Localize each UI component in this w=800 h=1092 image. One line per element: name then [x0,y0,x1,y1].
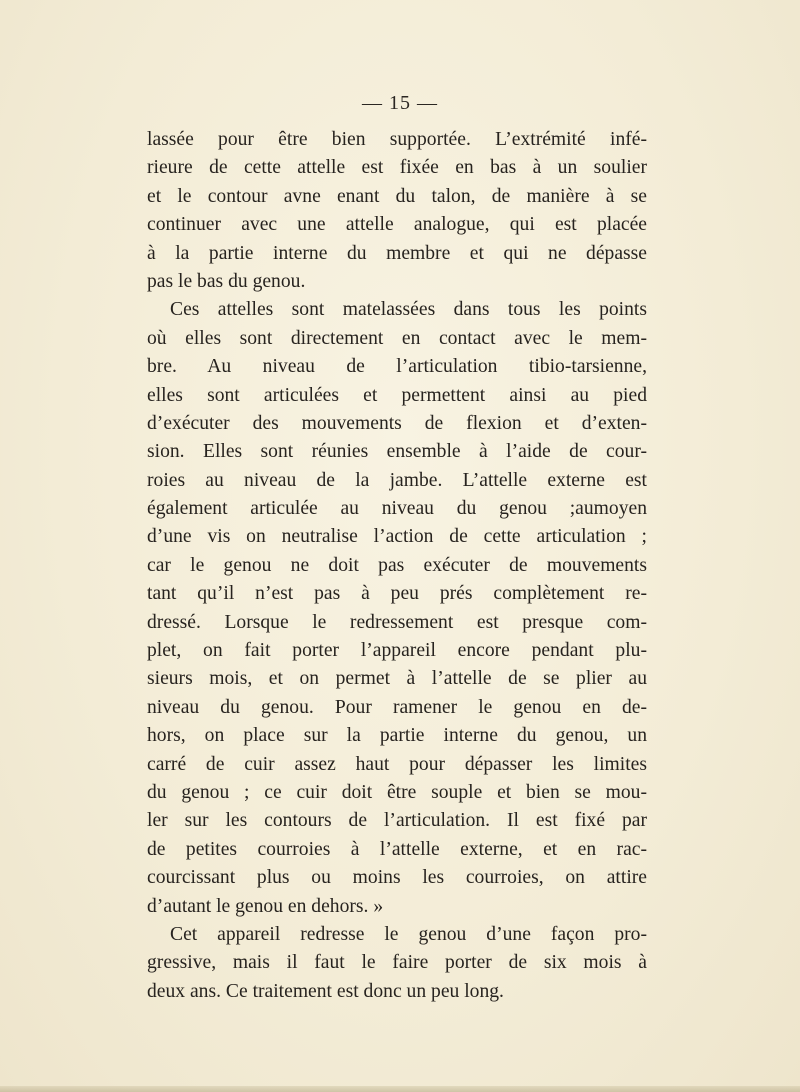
body-text [147,126,647,1006]
text-line: où elles sont directement en contact avec le mem- [147,327,647,349]
text-line: roies au niveau de la jambe. L’attelle externe est [147,469,647,491]
paragraph-start-line: Cet appareil redresse le genou d’une façon pro- [170,923,647,945]
text-line: bre. Au niveau de l’articulation tibio-tarsienne, [147,356,647,378]
text-line: également articulée au niveau du genou ;aumoyen [147,498,647,520]
text-line: d’autant le genou en dehors. » [147,895,384,917]
text-line: deux ans. Ce traitement est donc un peu long. [147,980,504,1002]
text-line: à la partie interne du membre et qui ne dépasse [147,242,647,264]
text-line: ler sur les contours de l’articulation. Il est fixé par [147,810,647,832]
text-line: elles sont articulées et permettent ainsi au pied [147,384,647,406]
text-line: sieurs mois, et on permet à l’attelle de se plier au [147,668,647,690]
text-line: dressé. Lorsque le redressement est presque com- [147,611,647,633]
text-line: hors, on place sur la partie interne du genou, un [147,725,647,747]
text-line: sion. Elles sont réunies ensemble à l’aide de cour- [147,441,647,463]
text-line: plet, on fait porter l’appareil encore pendant plu- [147,640,647,662]
page-bottom-edge [0,1086,800,1092]
text-line: d’une vis on neutralise l’action de cette articulation ; [147,526,647,548]
text-line: continuer avec une attelle analogue, qui est placée [147,214,647,236]
text-line: niveau du genou. Pour ramener le genou en de- [147,696,647,718]
text-line: rieure de cette attelle est fixée en bas à un soulier [147,157,647,179]
text-line: car le genou ne doit pas exécuter de mouvements [147,554,647,576]
text-line: courcissant plus ou moins les courroies, on attire [147,867,647,889]
text-line: de petites courroies à l’attelle externe, et en rac- [147,838,647,860]
text-line: pas le bas du genou. [147,270,306,292]
text-line: lassée pour être bien supportée. L’extrémité infé- [147,129,647,150]
text-line: tant qu’il n’est pas à peu prés complètement re- [147,583,647,605]
text-line: et le contour avne enant du talon, de manière à se [147,185,647,207]
text-line: carré de cuir assez haut pour dépasser les limites [147,753,647,775]
paragraph-start-line: Ces attelles sont matelassées dans tous les points [170,299,647,321]
text-line: d’exécuter des mouvements de flexion et d’exten- [147,412,647,434]
page-number: — 15 — [362,92,438,114]
text-line: gressive, mais il faut le faire porter de six mois à [147,952,647,974]
text-line: du genou ; ce cuir doit être souple et bien se mou- [147,781,647,803]
